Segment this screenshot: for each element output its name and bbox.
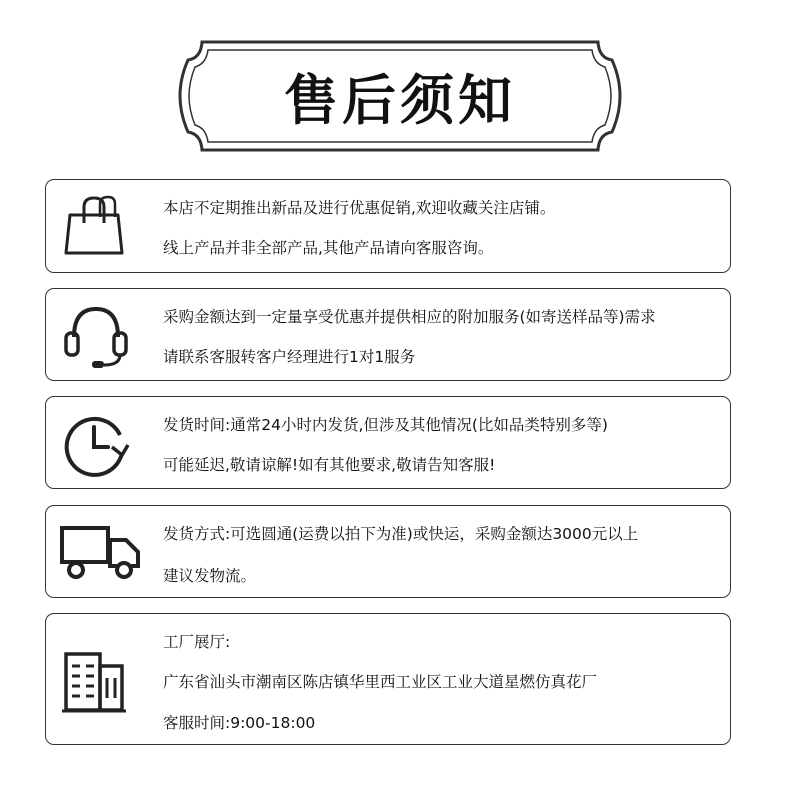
factory-building-icon <box>62 648 126 714</box>
section-text-line: 广东省汕头市潮南区陈店镇华里西工业区工业大道星燃仿真花厂 <box>163 673 598 691</box>
section-text-line: 建议发物流。 <box>163 567 257 585</box>
section-text-line: 客服时间:9:00-18:00 <box>163 714 316 732</box>
section-text-line: 请联系客服转客户经理进行1对1服务 <box>163 348 416 366</box>
info-card-promotions <box>45 179 731 273</box>
section-text-line: 采购金额达到一定量享受优惠并提供相应的附加服务(如寄送样品等)需求 <box>163 308 656 326</box>
title-banner <box>178 38 622 154</box>
clock-icon <box>60 409 132 477</box>
section-text-line: 本店不定期推出新品及进行优惠促销,欢迎收藏关注店铺。 <box>163 199 556 217</box>
shopping-bag-icon <box>60 195 130 259</box>
section-text-line: 发货方式:可选圆通(运费以拍下为准)或快运，采购金额达3000元以上 <box>163 525 639 543</box>
section-text-line: 可能延迟,敬请谅解!如有其他要求,敬请告知客服! <box>163 456 496 474</box>
section-text-line: 发货时间:通常24小时内发货,但涉及其他情况(比如品类特别多等) <box>163 416 608 434</box>
section-text-line: 线上产品并非全部产品,其他产品请向客服咨询。 <box>163 239 494 257</box>
section-text-line: 工厂展厅: <box>163 633 231 651</box>
delivery-truck-icon <box>60 522 144 584</box>
info-card-factory <box>45 613 731 745</box>
headset-icon <box>60 301 132 369</box>
info-card-shipping-method <box>45 505 731 598</box>
page-title: 售后须知 <box>284 68 516 132</box>
info-card-bulk-purchase <box>45 288 731 381</box>
info-card-shipping-time <box>45 396 731 489</box>
